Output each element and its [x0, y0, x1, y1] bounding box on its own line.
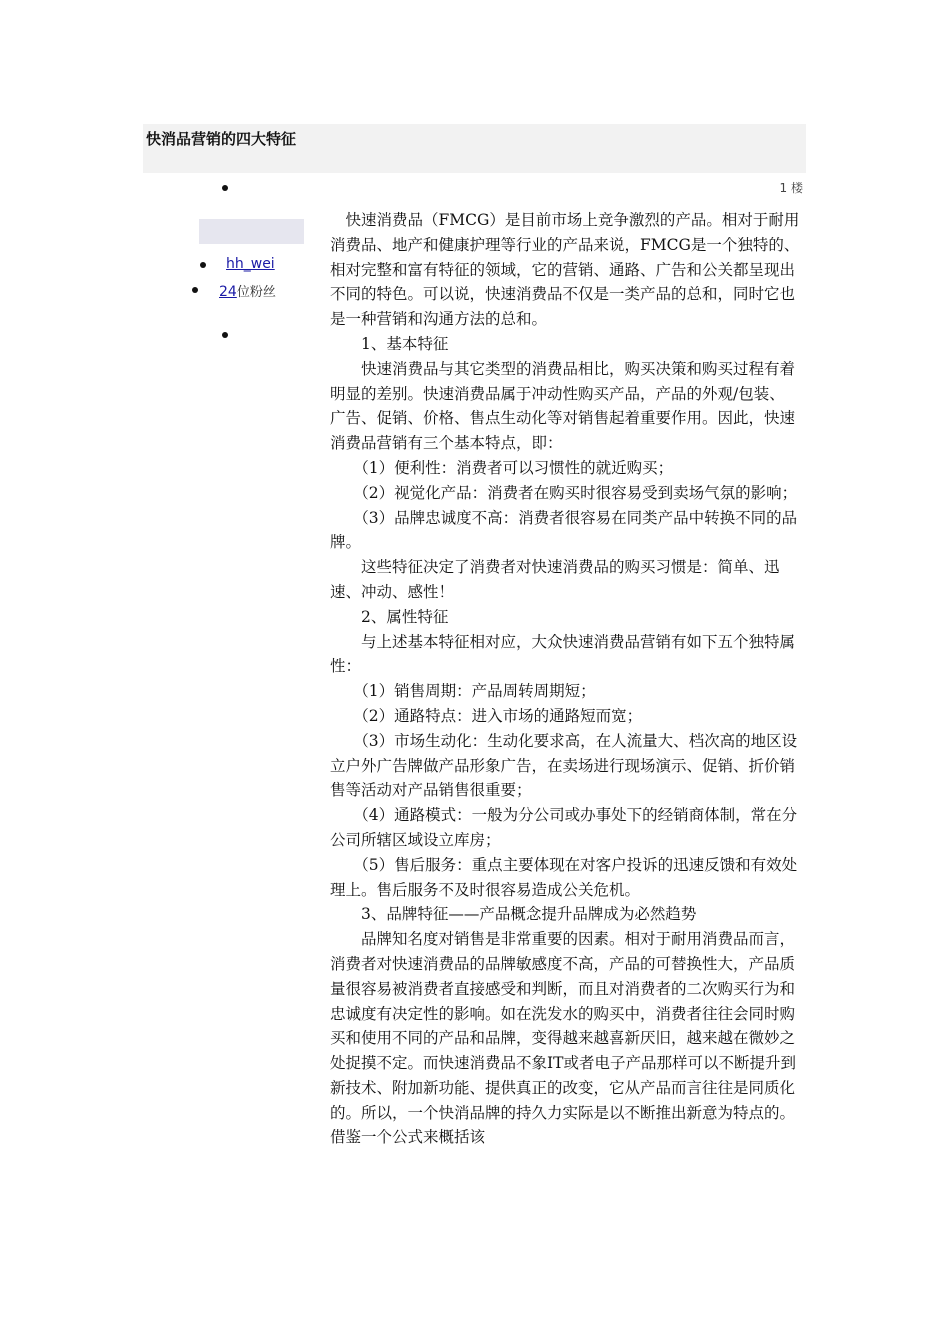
author-fans	[219, 281, 276, 300]
fans-count-link[interactable]: 24	[219, 284, 237, 300]
post-title: 快消品营销的四大特征	[146, 130, 297, 148]
paragraph: （2）通路特点：进入市场的通路短而宽；	[330, 706, 643, 725]
paragraph: （2）视觉化产品：消费者在购买时很容易受到卖场气氛的影响；	[330, 483, 798, 502]
paragraph: 快速消费品与其它类型的消费品相比，购买决策和购买过程有着明显的差别。快速消费品属于冲动性购买产品，产品的外观/包装、广告、促销、价格、售点生动化等对销售起着重要作用。因此，快速消费品营销有三个基本特点，即：	[330, 359, 796, 453]
paragraph: （3）品牌忠诚度不高：消费者很容易在同类产品中转换不同的品牌。	[330, 508, 798, 552]
list-bullet	[222, 185, 228, 191]
floor-label: 1 楼	[779, 181, 803, 195]
paragraph: （1）销售周期：产品周转周期短；	[330, 682, 596, 701]
paragraph: 这些特征决定了消费者对快速消费品的购买习惯是：简单、迅速、冲动、感性！	[330, 558, 780, 601]
post-content	[330, 208, 800, 1150]
list-bullet	[222, 332, 228, 338]
paragraph: （5）售后服务：重点主要体现在对客户投诉的迅速反馈和有效处理上。售后服务不及时很容易造成公关危机。	[330, 855, 798, 899]
list-bullet	[200, 262, 206, 268]
list-bullet	[192, 287, 198, 293]
author-username-link[interactable]: hh_wei	[226, 256, 275, 272]
paragraph: 1、基本特征	[330, 334, 449, 353]
fans-label: 位粉丝	[236, 285, 276, 300]
avatar[interactable]	[199, 219, 304, 244]
paragraph: 品牌知名度对销售是非常重要的因素。相对于耐用消费品而言，消费者对快速消费品的品牌敏感度不高，产品的可替换性大，产品质量很容易被消费者直接感受和判断，而且对消费者的二次购买行为和忠诚度有决定性的影响。如在洗发水的购买中，消费者往往会同时购买和使用不同的产品和品牌，变得越来越喜新厌旧，越来越在微妙之处捉摸不定。而快速消费品不象IT或者电子产品那样可以不断提升到新技术、附加新功能、提供真正的改变，它从产品而言往往是同质化的。所以，一个快消品牌的持久力实际是以不断推出新意为特点的。借鉴一个公式来概括该	[330, 930, 796, 1147]
paragraph: 与上述基本特征相对应，大众快速消费品营销有如下五个独特属性：	[330, 632, 796, 676]
paragraph: 2、属性特征	[330, 607, 449, 626]
paragraph: （1）便利性：消费者可以习惯性的就近购买；	[330, 458, 674, 477]
paragraph: （3）市场生动化：生动化要求高，在人流量大、档次高的地区设立户外广告牌做产品形象广告，在卖场进行现场演示、促销、折价销售等活动对产品销售很重要；	[330, 731, 798, 800]
paragraph: 3、品牌特征——产品概念提升品牌成为必然趋势	[330, 905, 697, 924]
paragraph: 快速消费品（FMCG）是目前市场上竞争激烈的产品。相对于耐用消费品、地产和健康护理等行业的产品来说，FMCG是一个独特的、相对完整和富有特征的领域，它的营销、通路、广告和公关都呈现出不同的特色。可以说，快速消费品不仅是一类产品的总和，同时它也是一种营销和沟通方法的总和。	[330, 211, 800, 329]
paragraph: （4）通路模式：一般为分公司或办事处下的经销商体制，常在分公司所辖区域设立库房；	[330, 806, 798, 849]
post-title-bar	[143, 124, 806, 173]
